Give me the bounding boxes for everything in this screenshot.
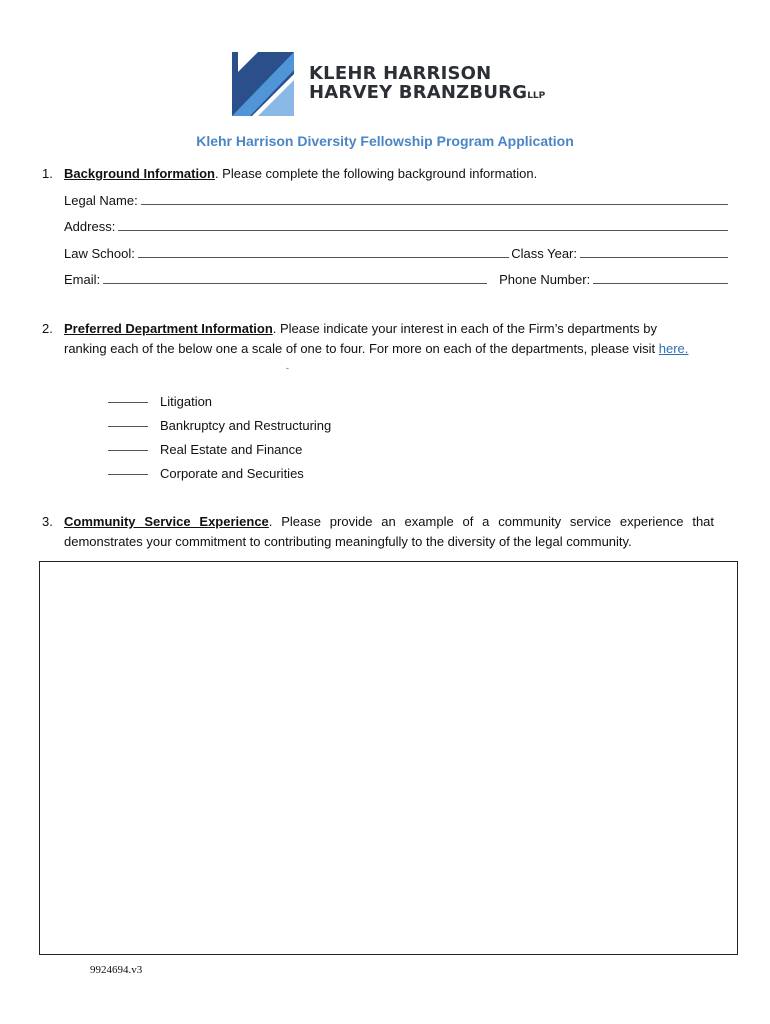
email-row (64, 272, 730, 287)
legal-name-field[interactable] (141, 203, 728, 205)
section-3-intro (64, 514, 714, 529)
departments-link-period: . (684, 341, 689, 356)
address-label: Address: (64, 219, 116, 234)
address-row (64, 219, 730, 234)
department-item (108, 394, 212, 409)
department-label: Litigation (160, 394, 213, 409)
logo-llp: LLP (527, 91, 546, 101)
email-label: Email: (64, 272, 101, 287)
rank-field-corporate[interactable] (108, 473, 148, 475)
page-title: Klehr Harrison Diversity Fellowship Program Application (196, 133, 574, 149)
address-field[interactable] (118, 229, 728, 231)
law-school-label: Law School: (64, 246, 135, 261)
section-2-text-2: ranking each of the below one a scale of one to four. For more on each of the departments, please visit (64, 341, 659, 356)
class-year-label: Class Year: (511, 246, 577, 261)
departments-link[interactable]: here (658, 341, 685, 356)
section-1-text: . Please complete the following background information. (214, 166, 538, 181)
email-field[interactable] (103, 282, 487, 284)
legal-name-label: Legal Name: (64, 193, 138, 208)
department-item (108, 418, 331, 433)
section-2-text-1: . Please indicate your interest in each of the Firm’s departments by (272, 321, 657, 336)
department-label: Bankruptcy and Restructuring (160, 418, 332, 433)
rank-field-real-estate[interactable] (108, 449, 148, 451)
department-label: Real Estate and Finance (160, 442, 303, 457)
section-3-line-2: demonstrates your commitment to contributing meaningfully to the diversity of the legal community. (64, 534, 632, 549)
firm-logo-text (309, 64, 545, 106)
section-2-heading: Preferred Department Information (64, 321, 273, 336)
law-school-field[interactable] (138, 256, 509, 258)
rank-field-litigation[interactable] (108, 401, 148, 403)
section-1-intro (64, 166, 537, 181)
section-2-line-2 (64, 341, 688, 356)
section-3-number: 3. (42, 514, 53, 529)
section-2-number: 2. (42, 321, 53, 336)
legal-name-row (64, 193, 730, 208)
law-school-row (64, 246, 730, 261)
firm-logo-mark (232, 52, 294, 116)
document-id: 9924694.v3 (90, 964, 143, 976)
stray-dash-mark: - (286, 363, 289, 373)
phone-label: Phone Number: (499, 272, 591, 287)
department-item (108, 442, 302, 457)
community-service-response-box[interactable] (39, 561, 738, 955)
logo-line-1: KLEHR HARRISON (309, 63, 492, 84)
section-1-heading: Background Information (64, 166, 215, 181)
rank-field-bankruptcy[interactable] (108, 425, 148, 427)
section-3-text-1: . Please provide an example of a community service experience that (268, 514, 715, 529)
phone-field[interactable] (593, 282, 728, 284)
department-label: Corporate and Securities (160, 466, 304, 481)
logo-line-2: HARVEY BRANZBURG (309, 82, 528, 103)
section-2-intro (64, 321, 657, 336)
class-year-field[interactable] (580, 256, 728, 258)
department-item (108, 466, 304, 481)
section-3-heading: Community Service Experience (64, 514, 269, 529)
section-1-number: 1. (42, 166, 53, 181)
